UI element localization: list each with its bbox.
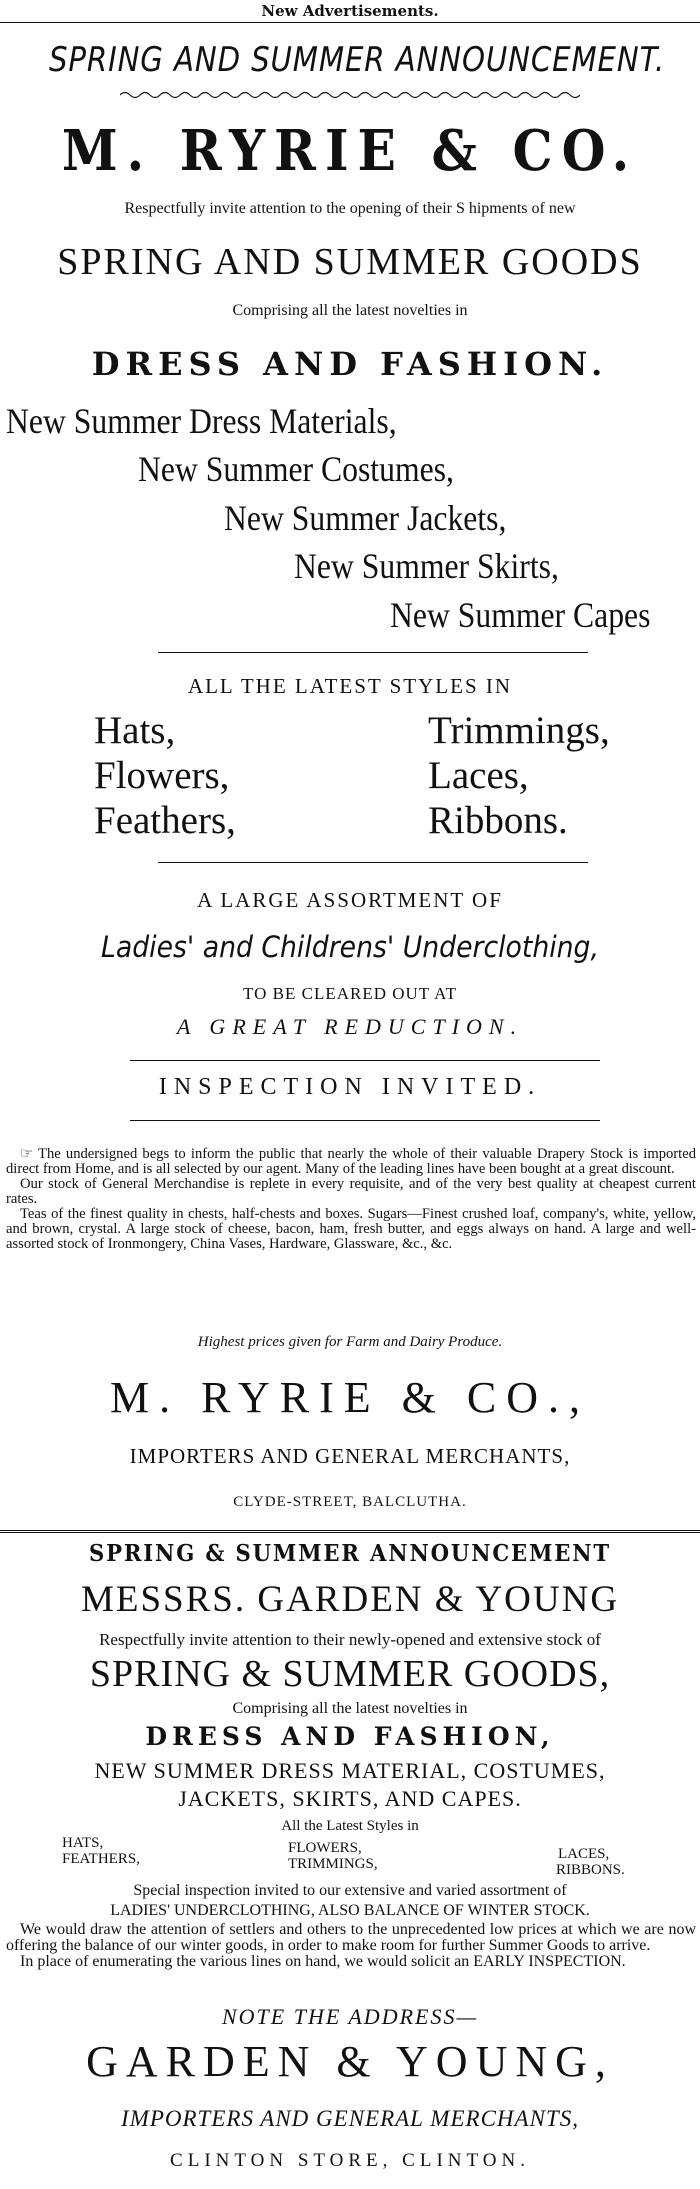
ad2-comprising: Comprising all the latest novelties in bbox=[232, 1700, 468, 1717]
style-item: Hats, bbox=[94, 709, 176, 752]
ad2-line1: NEW SUMMER DRESS MATERIAL, COSTUMES, bbox=[94, 1758, 606, 1783]
ad2-banner: SPRING & SUMMER ANNOUNCEMENT bbox=[88, 1540, 612, 1567]
ad1-inspection: INSPECTION INVITED. bbox=[158, 1074, 542, 1100]
ad1-signature-firm: M. RYRIE & CO., bbox=[109, 1373, 591, 1422]
section-header: New Advertisements. bbox=[261, 2, 439, 20]
ad1-wavy-rule bbox=[120, 90, 580, 100]
ad1-highest-prices: Highest prices given for Farm and Dairy Produce. bbox=[197, 1334, 503, 1350]
ad2-signature-address: CLINTON STORE, CLINTON. bbox=[170, 2150, 530, 2171]
ad1-firm-title: M. RYRIE & CO. bbox=[61, 118, 639, 184]
pointing-hand-icon: ☞ bbox=[20, 1145, 34, 1162]
ad2-invite: Respectfully invite attention to their newly-opened and extensive stock of bbox=[99, 1630, 601, 1649]
style-item: Ribbons. bbox=[428, 799, 568, 842]
ad1-rule bbox=[130, 1120, 600, 1121]
advert-separator bbox=[0, 1530, 700, 1533]
ad2-firm-title: MESSRS. GARDEN & YOUNG bbox=[80, 1579, 620, 1620]
ad2-paragraph: In place of enumerating the various lines on hand, we would solicit an EARLY INSPECTION. bbox=[20, 1953, 626, 1970]
ad1-paragraph: Our stock of General Merchandise is replete in every requisite, and of the very best quality at cheapest current rates. bbox=[6, 1176, 696, 1207]
ad1-styles-right bbox=[428, 708, 610, 843]
ad1-banner: SPRING AND SUMMER ANNOUNCEMENT. bbox=[49, 40, 666, 80]
style-item: Trimmings, bbox=[428, 709, 610, 752]
ad2-styles-heading: All the Latest Styles in bbox=[281, 1818, 419, 1834]
ad1-invite: Respectfully invite attention to the opening of their S hipments of new bbox=[124, 200, 576, 217]
ad2-special2: LADIES' UNDERCLOTHING, ALSO BALANCE OF WINTER STOCK. bbox=[110, 1902, 590, 1919]
style-item: FEATHERS, bbox=[62, 1851, 140, 1867]
ad1-paragraph: The undersigned begs to inform the public that nearly the whole of their valuable Drapery Stock is imported direct from Home, and is all selected by our agent. Many of the leading lines have been bought at a great discount. bbox=[6, 1146, 696, 1177]
ad1-cleared: TO BE CLEARED OUT AT bbox=[243, 984, 457, 1003]
ad1-rule bbox=[158, 652, 588, 653]
ad1-comprising: Comprising all the latest novelties in bbox=[232, 302, 468, 319]
ad1-material-line: New Summer Skirts, bbox=[294, 546, 559, 586]
ad1-material-line: New Summer Jackets, bbox=[224, 498, 507, 538]
ad1-signature-address: CLYDE-STREET, BALCLUTHA. bbox=[233, 1494, 467, 1510]
style-item: Feathers, bbox=[94, 799, 236, 842]
ad2-body-text bbox=[6, 1922, 696, 1970]
ad2-styles-col1 bbox=[62, 1835, 140, 1867]
ad2-special1: Special inspection invited to our extensive and varied assortment of bbox=[133, 1882, 567, 1899]
ad2-signature-role: IMPORTERS AND GENERAL MERCHANTS, bbox=[121, 2106, 579, 2131]
ad1-paragraph: Teas of the finest quality in chests, half-chests and boxes. Sugars—Finest crushed loaf, company's, white, yellow, and brown, crystal. A large stock of cheese, bacon, ham, fresh butter, and eggs always on hand. A large and well-assorted stock of Ironmongery, China Vases, Hardware, Glassware, &c., &c. bbox=[6, 1206, 696, 1252]
ad2-note: NOTE THE ADDRESS— bbox=[221, 2004, 479, 2029]
ad1-body-text bbox=[6, 1146, 696, 1252]
ad2-paragraph: We would draw the attention of settlers and others to the unprecedented low prices at which we are now offering the balance of our winter goods, in order to make room for further Summer Goods to arrive. bbox=[6, 1921, 696, 1954]
style-item: HATS, bbox=[62, 1835, 104, 1851]
style-item: TRIMMINGS, bbox=[288, 1856, 378, 1872]
ad1-material-line: New Summer Capes bbox=[390, 595, 651, 635]
ad1-underclothing: Ladies' and Childrens' Underclothing, bbox=[101, 930, 599, 964]
ad1-rule bbox=[158, 862, 588, 863]
header-rule bbox=[0, 22, 700, 23]
style-item: Laces, bbox=[428, 754, 529, 797]
style-item: LACES, bbox=[558, 1846, 610, 1862]
ad1-signature-role: IMPORTERS AND GENERAL MERCHANTS, bbox=[129, 1444, 571, 1468]
style-item: FLOWERS, bbox=[288, 1840, 362, 1856]
ad1-dress-fashion: DRESS AND FASHION. bbox=[91, 345, 609, 383]
ad2-goods: SPRING & SUMMER GOODS, bbox=[89, 1653, 611, 1695]
ad2-line2: JACKETS, SKIRTS, AND CAPES. bbox=[178, 1786, 522, 1811]
style-item: RIBBONS. bbox=[556, 1862, 625, 1878]
ad2-styles-col2 bbox=[288, 1840, 378, 1872]
ad2-styles-col3 bbox=[556, 1846, 625, 1878]
ad1-styles-heading: ALL THE LATEST STYLES IN bbox=[187, 674, 513, 698]
ad1-goods: SPRING AND SUMMER GOODS bbox=[57, 241, 643, 283]
ad2-dress-fashion: DRESS AND FASHION, bbox=[145, 1722, 555, 1751]
ad2-signature-firm: GARDEN & YOUNG, bbox=[86, 2037, 614, 2086]
ad1-rule bbox=[130, 1060, 600, 1061]
ad1-styles-left bbox=[94, 708, 236, 843]
ad1-reduction: A GREAT REDUCTION. bbox=[176, 1014, 524, 1039]
style-item: Flowers, bbox=[94, 754, 230, 797]
ad1-assortment: A LARGE ASSORTMENT OF bbox=[197, 888, 503, 912]
ad1-material-line: New Summer Costumes, bbox=[138, 449, 454, 489]
ad1-material-line: New Summer Dress Materials, bbox=[6, 401, 397, 441]
